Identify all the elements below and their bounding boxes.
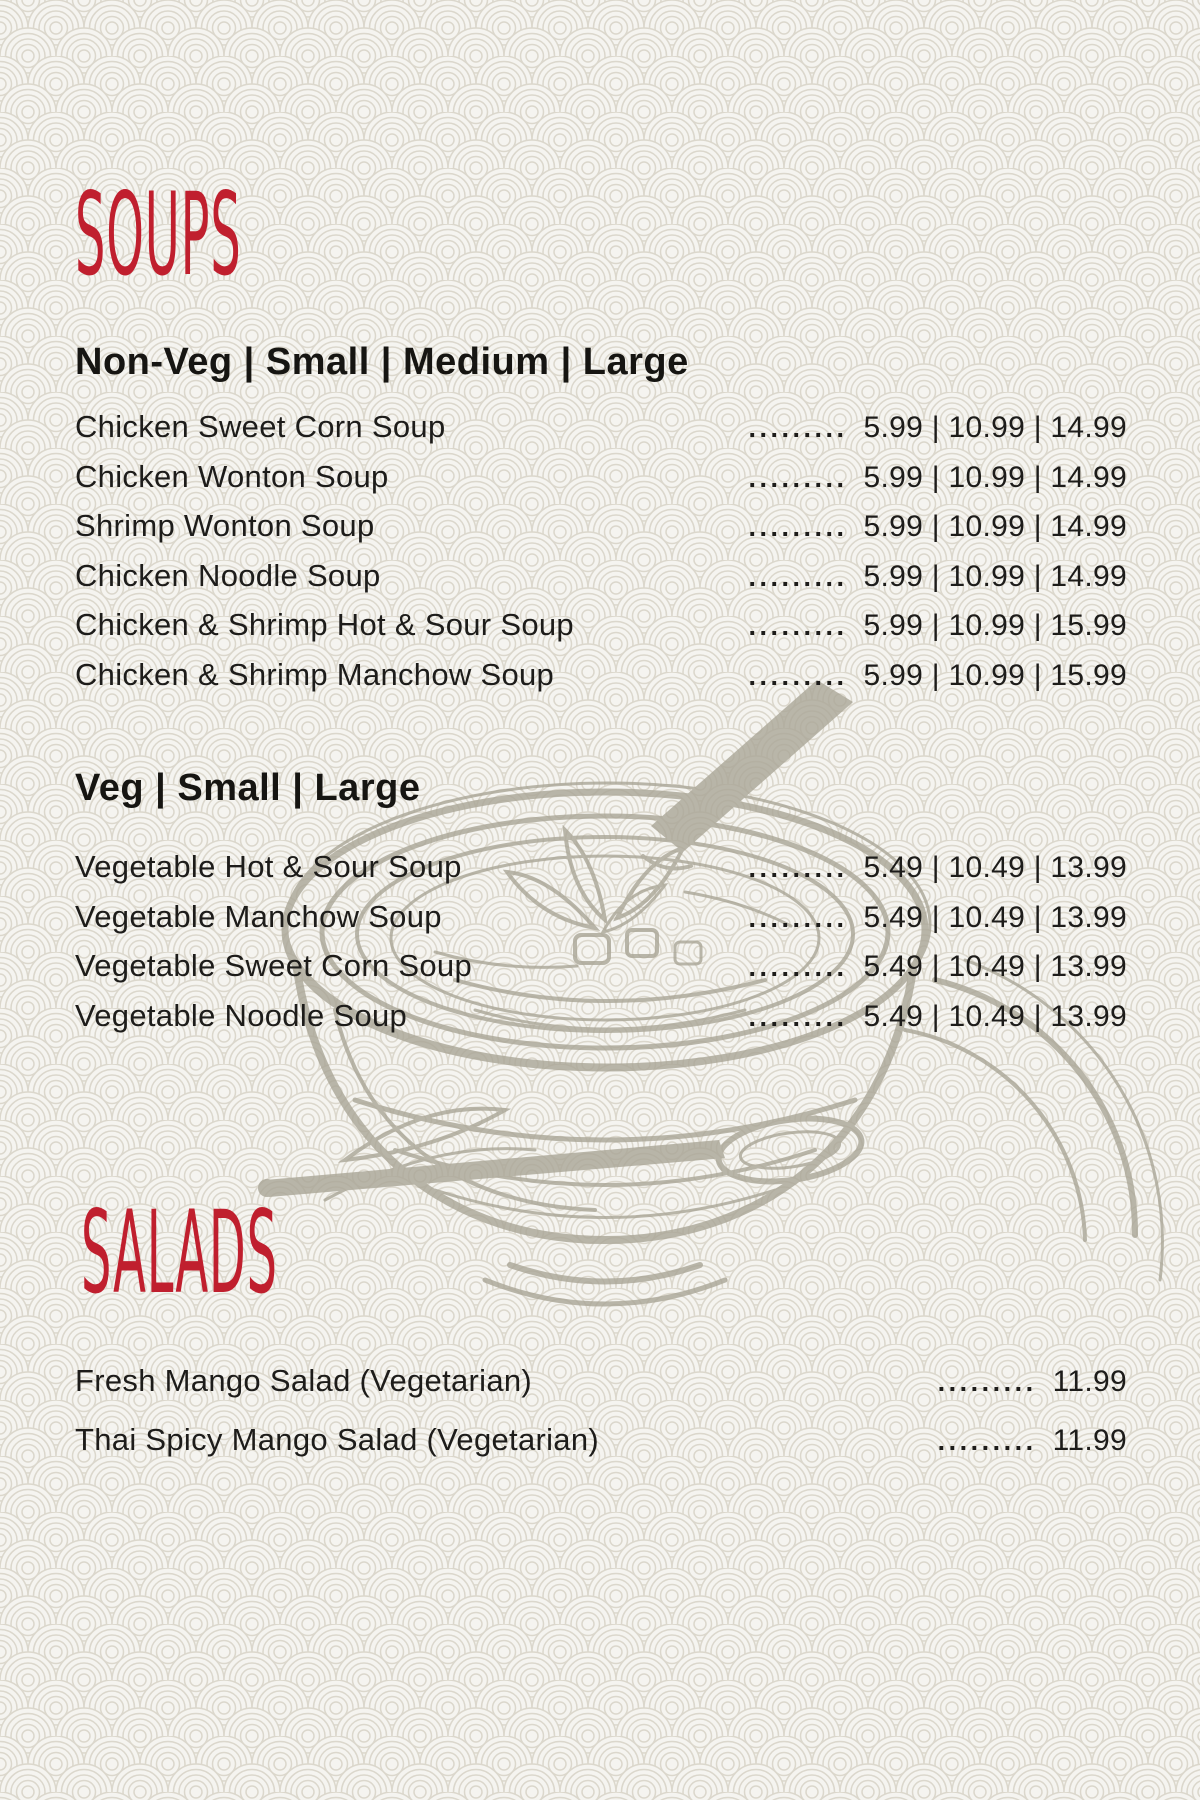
menu-item-list-salads bbox=[75, 1352, 1127, 1470]
menu-item-row bbox=[75, 992, 1127, 1042]
menu-item-name: Chicken & Shrimp Manchow Soup bbox=[75, 656, 555, 692]
menu-item-list-veg bbox=[75, 843, 1127, 1041]
menu-item-price-group bbox=[938, 1412, 1127, 1470]
menu-item-price: 5.49 | 10.49 | 13.99 bbox=[863, 950, 1127, 983]
section-title-soups: SOUPS bbox=[75, 168, 242, 301]
menu-item-row bbox=[75, 403, 1127, 453]
menu-content bbox=[75, 0, 1127, 1800]
leader-dots: ......... bbox=[748, 561, 848, 592]
menu-item-price: 5.99 | 10.99 | 14.99 bbox=[863, 411, 1127, 444]
menu-item-name: Fresh Mango Salad (Vegetarian) bbox=[75, 1363, 533, 1398]
menu-item-price-group bbox=[749, 652, 1127, 701]
menu-item-row bbox=[75, 453, 1127, 503]
menu-item-name: Chicken Sweet Corn Soup bbox=[75, 409, 446, 444]
menu-item-price-group bbox=[749, 894, 1127, 943]
group-heading-veg: Veg | Small | Large bbox=[75, 767, 421, 809]
menu-item-price-group bbox=[749, 553, 1127, 602]
menu-item-price-group bbox=[749, 602, 1127, 651]
menu-item-name: Vegetable Noodle Soup bbox=[75, 997, 408, 1033]
menu-item-price-group bbox=[749, 454, 1127, 503]
menu-item-row bbox=[75, 1352, 1127, 1411]
menu-item-row bbox=[75, 843, 1127, 893]
menu-item-price-group bbox=[749, 943, 1127, 992]
menu-item-price: 5.99 | 10.99 | 15.99 bbox=[863, 658, 1127, 692]
leader-dots: ......... bbox=[748, 660, 848, 691]
menu-item-row bbox=[75, 893, 1127, 943]
leader-dots: ......... bbox=[748, 462, 848, 493]
menu-item-name: Chicken & Shrimp Hot & Sour Soup bbox=[75, 607, 574, 642]
menu-item-price: 5.99 | 10.99 | 15.99 bbox=[863, 609, 1127, 642]
menu-item-name: Vegetable Manchow Soup bbox=[75, 898, 442, 934]
menu-item-list-nonveg bbox=[75, 403, 1127, 700]
menu-item-price-group bbox=[749, 404, 1127, 453]
menu-item-price: 5.99 | 10.99 | 14.99 bbox=[863, 460, 1127, 494]
menu-item-price-group bbox=[749, 503, 1127, 552]
leader-dots: ......... bbox=[937, 1367, 1037, 1397]
menu-item-price: 11.99 bbox=[1052, 1365, 1127, 1398]
leader-dots: ......... bbox=[748, 611, 848, 641]
menu-item-name: Chicken Noodle Soup bbox=[75, 557, 381, 593]
menu-item-price: 5.99 | 10.99 | 14.99 bbox=[863, 559, 1127, 593]
leader-dots: ......... bbox=[748, 512, 848, 542]
menu-item-name: Chicken Wonton Soup bbox=[75, 458, 389, 494]
leader-dots: ......... bbox=[748, 902, 848, 933]
menu-item-row bbox=[75, 942, 1127, 992]
menu-item-price-group bbox=[749, 844, 1127, 893]
leader-dots: ......... bbox=[937, 1426, 1037, 1456]
menu-item-name: Shrimp Wonton Soup bbox=[75, 508, 375, 543]
menu-item-price: 5.49 | 10.49 | 13.99 bbox=[863, 999, 1127, 1033]
menu-item-price: 11.99 bbox=[1052, 1424, 1127, 1457]
menu-item-row bbox=[75, 601, 1127, 651]
menu-item-price: 5.99 | 10.99 | 14.99 bbox=[863, 510, 1127, 543]
menu-item-row bbox=[75, 651, 1127, 701]
leader-dots: ......... bbox=[748, 1001, 848, 1032]
menu-item-name: Vegetable Hot & Sour Soup bbox=[75, 849, 462, 884]
group-heading-nonveg: Non-Veg | Small | Medium | Large bbox=[75, 341, 689, 383]
menu-item-price: 5.49 | 10.49 | 13.99 bbox=[863, 851, 1127, 884]
leader-dots: ......... bbox=[748, 853, 848, 883]
menu-item-price-group bbox=[938, 1353, 1127, 1411]
menu-item-price-group bbox=[749, 993, 1127, 1042]
menu-item-row bbox=[75, 1411, 1127, 1470]
menu-item-row bbox=[75, 502, 1127, 552]
menu-item-name: Vegetable Sweet Corn Soup bbox=[75, 948, 472, 983]
leader-dots: ......... bbox=[748, 952, 848, 982]
menu-item-price: 5.49 | 10.49 | 13.99 bbox=[863, 900, 1127, 934]
leader-dots: ......... bbox=[748, 413, 848, 443]
menu-item-name: Thai Spicy Mango Salad (Vegetarian) bbox=[75, 1422, 600, 1457]
menu-item-row bbox=[75, 552, 1127, 602]
section-title-salads: SALADS bbox=[81, 1186, 278, 1319]
